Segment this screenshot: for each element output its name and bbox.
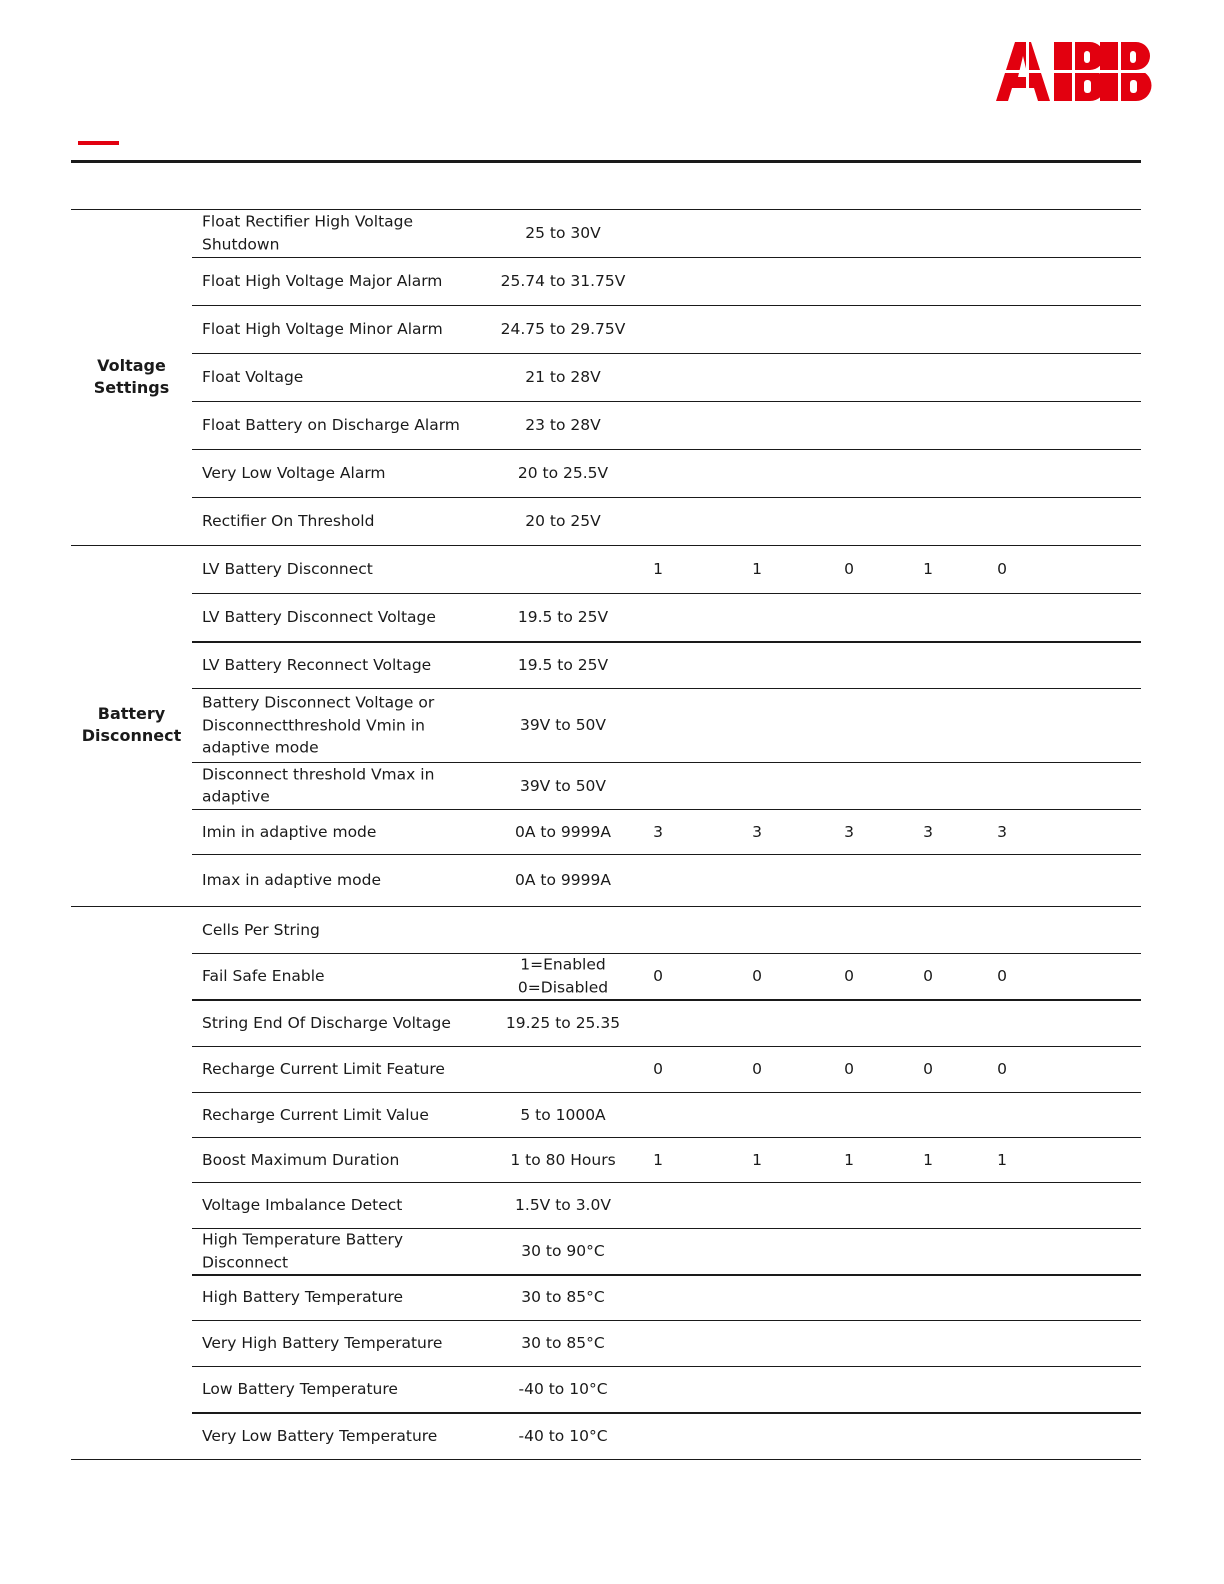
setting-value-4: 3 [923, 822, 933, 841]
table-row [192, 1366, 1141, 1412]
parameter-range: 5 to 1000A [520, 1105, 606, 1124]
table-row [192, 1137, 1141, 1182]
parameter-name: Cells Per String [202, 920, 320, 939]
table-row [192, 401, 1141, 449]
section-battery-disconnect [71, 545, 1141, 906]
table-row [192, 906, 1141, 953]
table-row [192, 1092, 1141, 1137]
parameter-name: Very Low Voltage Alarm [202, 463, 386, 482]
parameter-name: Rectifier On Threshold [202, 511, 375, 530]
parameter-range: 19.5 to 25V [517, 607, 609, 626]
divider [71, 1459, 1141, 1460]
parameter-range: -40 to 10°C [518, 1379, 608, 1398]
row-divider [192, 641, 1141, 643]
row-divider [192, 305, 1141, 306]
row-divider [192, 1320, 1141, 1321]
table-row [192, 257, 1141, 305]
table-row [192, 449, 1141, 497]
parameter-range: 30 to 85°C [521, 1287, 605, 1306]
setting-value-2: 0 [752, 1059, 762, 1078]
table-row [192, 497, 1141, 545]
row-divider [192, 449, 1141, 450]
row-divider [192, 401, 1141, 402]
parameter-range: 20 to 25.5V [517, 463, 609, 482]
row-divider [192, 953, 1141, 954]
setting-value-3: 0 [844, 559, 854, 578]
setting-value-4: 1 [923, 1150, 933, 1169]
table-row [192, 953, 1141, 999]
parameter-name: Low Battery Temperature [202, 1379, 398, 1398]
parameter-name: Fail Safe Enable [202, 966, 325, 985]
setting-value-2: 0 [752, 966, 762, 985]
parameter-name: Float Battery on Discharge Alarm [202, 415, 460, 434]
parameter-range: 1 to 80 Hours [510, 1150, 616, 1169]
table-row [192, 1182, 1141, 1228]
parameter-range: 1.5V to 3.0V [515, 1195, 611, 1214]
section-label: Voltage Settings [93, 356, 170, 397]
parameter-name: Float Voltage [202, 367, 304, 386]
row-divider [192, 1092, 1141, 1093]
setting-value-3: 0 [844, 966, 854, 985]
table-row [192, 353, 1141, 401]
parameter-range: 0A to 9999A [515, 822, 611, 841]
table-row [192, 209, 1141, 257]
row-divider [192, 762, 1141, 763]
parameter-name: Very High Battery Temperature [202, 1333, 443, 1352]
setting-value-5: 1 [997, 1150, 1007, 1169]
row-divider [192, 688, 1141, 689]
accent-dash [78, 141, 119, 145]
setting-value-1: 1 [653, 559, 663, 578]
section-label: Battery Disconnect [81, 704, 182, 745]
parameter-name: Recharge Current Limit Feature [202, 1059, 445, 1078]
setting-value-3: 3 [844, 822, 854, 841]
parameter-name: Voltage Imbalance Detect [202, 1195, 403, 1214]
table-row [192, 593, 1141, 641]
setting-value-1: 0 [653, 1059, 663, 1078]
table-row [192, 688, 1141, 762]
row-divider [192, 257, 1141, 258]
row-divider [192, 1274, 1141, 1276]
row-divider [192, 1137, 1141, 1138]
parameter-name: Imin in adaptive mode [202, 822, 377, 841]
setting-value-5: 0 [997, 966, 1007, 985]
setting-value-5: 3 [997, 822, 1007, 841]
table-row [192, 854, 1141, 906]
setting-value-5: 0 [997, 559, 1007, 578]
table-row [192, 1046, 1141, 1092]
parameter-name: Float High Voltage Major Alarm [202, 271, 443, 290]
setting-value-2: 1 [752, 1150, 762, 1169]
parameter-range: 23 to 28V [525, 415, 601, 434]
parameter-name: High Temperature Battery Disconnect [202, 1230, 404, 1271]
parameter-range: 25 to 30V [525, 223, 601, 242]
parameter-name: Float Rectifier High Voltage Shutdown [202, 212, 414, 253]
setting-value-4: 0 [923, 1059, 933, 1078]
row-divider [192, 593, 1141, 594]
parameter-range: 39V to 50V [519, 715, 607, 734]
parameter-range: 30 to 90°C [521, 1241, 605, 1260]
row-divider [192, 1046, 1141, 1047]
setting-value-4: 0 [923, 966, 933, 985]
parameter-range: 1=Enabled 0=Disabled [517, 955, 609, 996]
row-divider [192, 497, 1141, 498]
setting-value-1: 1 [653, 1150, 663, 1169]
table-row [192, 1320, 1141, 1366]
parameter-name: String End Of Discharge Voltage [202, 1013, 451, 1032]
table-row [192, 1274, 1141, 1320]
parameter-name: Recharge Current Limit Value [202, 1105, 429, 1124]
section-voltage-settings [71, 209, 1141, 545]
setting-value-3: 0 [844, 1059, 854, 1078]
table-row [192, 762, 1141, 809]
section-battery-settings [71, 906, 1141, 1460]
row-divider [192, 1366, 1141, 1367]
row-divider [192, 854, 1141, 855]
row-divider [192, 353, 1141, 354]
table-row [192, 641, 1141, 688]
setting-value-4: 1 [923, 559, 933, 578]
parameter-name: Float High Voltage Minor Alarm [202, 319, 443, 338]
row-divider [192, 1182, 1141, 1183]
setting-value-1: 0 [653, 966, 663, 985]
table-row [192, 809, 1141, 854]
table-row [192, 999, 1141, 1046]
parameter-name: LV Battery Disconnect [202, 559, 373, 578]
parameter-name: High Battery Temperature [202, 1287, 404, 1306]
parameter-name: Imax in adaptive mode [202, 870, 381, 889]
parameter-range: 20 to 25V [525, 511, 601, 530]
row-divider [192, 1412, 1141, 1414]
parameter-name: Boost Maximum Duration [202, 1150, 400, 1169]
parameter-range: 30 to 85°C [521, 1333, 605, 1352]
table-row [192, 1228, 1141, 1274]
parameter-range: 19.25 to 25.35 [505, 1013, 621, 1032]
parameter-range: 39V to 50V [519, 776, 607, 795]
setting-value-2: 3 [752, 822, 762, 841]
row-divider [192, 809, 1141, 810]
parameter-name: Disconnect threshold Vmax in adaptive [202, 765, 435, 806]
table-row [192, 305, 1141, 353]
parameter-range: -40 to 10°C [518, 1426, 608, 1445]
parameter-range: 24.75 to 29.75V [500, 319, 626, 338]
table-row [192, 1412, 1141, 1459]
parameter-range: 21 to 28V [525, 367, 601, 386]
parameter-range: 0A to 9999A [515, 870, 611, 889]
parameter-range: 25.74 to 31.75V [500, 271, 626, 290]
header-rule [71, 160, 1141, 163]
parameter-name: LV Battery Reconnect Voltage [202, 655, 432, 674]
abb-logo [996, 42, 1154, 102]
parameter-name: Battery Disconnect Voltage or Disconnectthreshold Vmin in adaptive mode [202, 693, 435, 757]
setting-value-2: 1 [752, 559, 762, 578]
parameter-name: Very Low Battery Temperature [202, 1426, 438, 1445]
row-divider [192, 999, 1141, 1001]
setting-value-1: 3 [653, 822, 663, 841]
parameter-name: LV Battery Disconnect Voltage [202, 607, 436, 626]
parameter-range: 19.5 to 25V [517, 655, 609, 674]
row-divider [192, 1228, 1141, 1229]
setting-value-3: 1 [844, 1150, 854, 1169]
table-row [192, 545, 1141, 593]
setting-value-5: 0 [997, 1059, 1007, 1078]
